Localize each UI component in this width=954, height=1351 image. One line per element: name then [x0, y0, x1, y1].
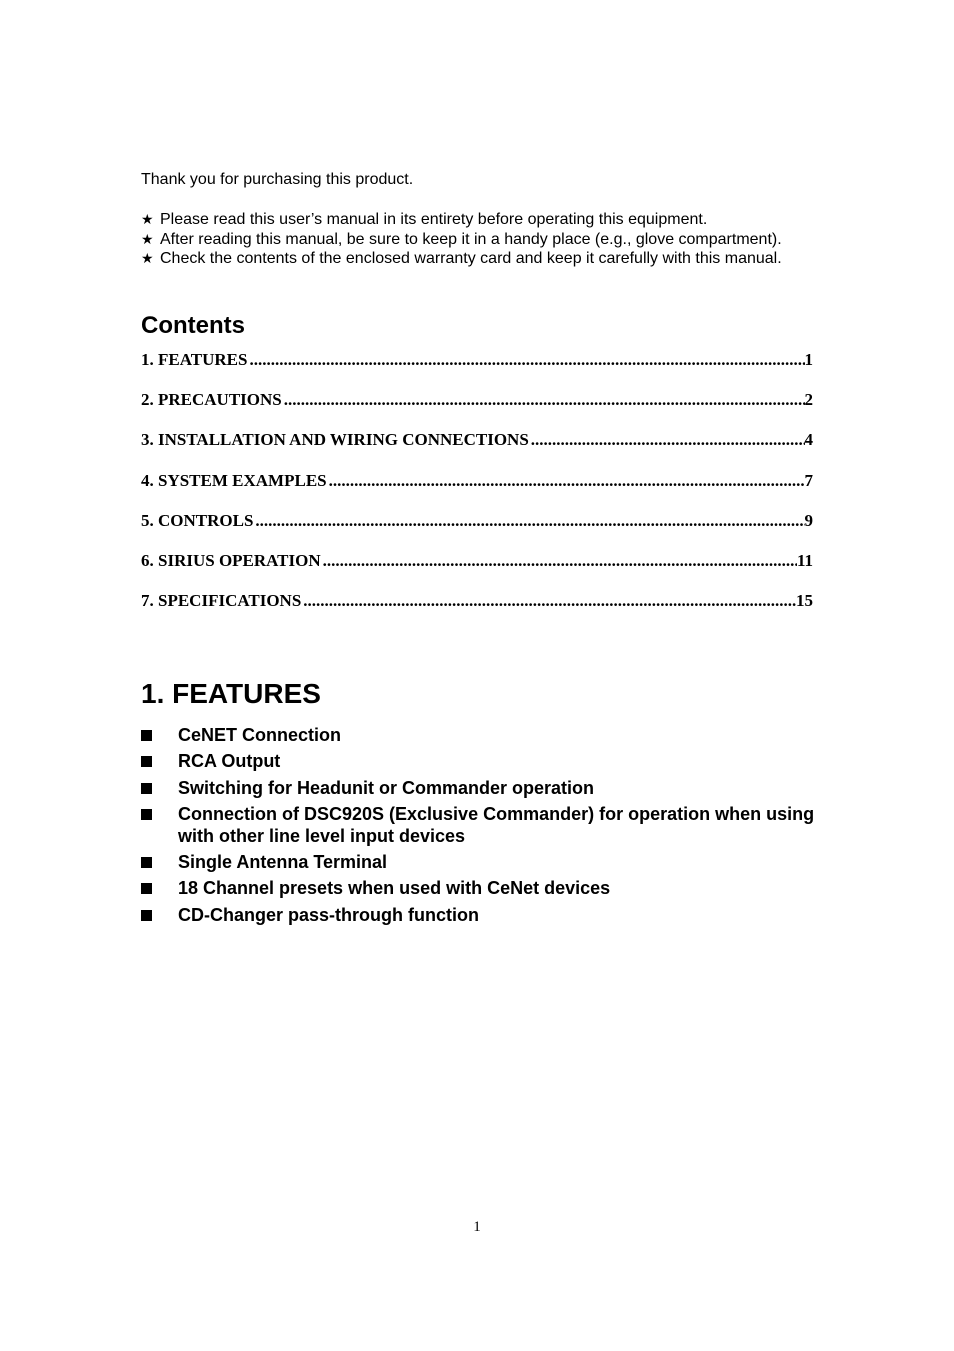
toc-entry[interactable]: [141, 429, 813, 469]
toc-entry[interactable]: [141, 590, 813, 630]
note-text: Check the contents of the enclosed warranty card and keep it carefully with this manual.: [160, 250, 782, 267]
feature-item: [141, 724, 821, 746]
feature-text: Single Antenna Terminal: [178, 852, 388, 873]
toc-entry-page: 7: [804, 470, 813, 490]
square-bullet-icon: [141, 910, 152, 921]
toc-leader: [327, 470, 805, 492]
toc-entry-page: 2: [804, 390, 813, 410]
note-item: [141, 210, 782, 230]
square-bullet-icon: [141, 730, 152, 741]
toc-entry[interactable]: [141, 510, 813, 550]
feature-item: [141, 803, 821, 847]
feature-item: [141, 851, 821, 873]
square-bullet-icon: [141, 809, 152, 820]
toc-entry-title: 1. FEATURES: [141, 350, 248, 369]
toc-entry[interactable]: [141, 349, 813, 389]
toc-entry-page: 4: [804, 430, 813, 450]
contents-heading: Contents: [141, 312, 245, 339]
feature-text: RCA Output: [178, 751, 281, 772]
feature-text: Switching for Headunit or Commander operation: [178, 777, 595, 798]
square-bullet-icon: [141, 756, 152, 767]
feature-text: CeNET Connection: [178, 725, 342, 745]
feature-text: Connection of DSC920S (Exclusive Commander) for operation when using with other line level input devices: [178, 803, 815, 846]
square-bullet-icon: [141, 783, 152, 794]
star-icon: ★: [141, 250, 154, 266]
toc-leader: [529, 429, 805, 451]
toc-leader: [247, 349, 804, 371]
toc-leader: [301, 590, 796, 612]
page-number: 1: [473, 1219, 481, 1235]
square-bullet-icon: [141, 857, 152, 868]
note-text: Please read this user’s manual in its entirety before operating this equipment.: [160, 211, 708, 228]
intro-text: Thank you for purchasing this product.: [141, 171, 414, 188]
feature-item: [141, 904, 821, 926]
toc-leader: [321, 550, 797, 572]
table-of-contents: [141, 349, 813, 630]
toc-entry-title: 3. INSTALLATION AND WIRING CONNECTIONS: [141, 430, 529, 450]
toc-entry-page: 15: [796, 591, 813, 611]
feature-text: CD-Changer pass-through function: [178, 904, 479, 925]
square-bullet-icon: [141, 883, 152, 894]
note-item: [141, 249, 782, 269]
toc-leader: [282, 389, 805, 411]
toc-entry-page: 9: [804, 510, 813, 530]
toc-entry-title: 4. SYSTEM EXAMPLES: [141, 470, 327, 490]
star-icon: ★: [141, 211, 154, 227]
note-text: After reading this manual, be sure to keep it in a handy place (e.g., glove compartment).: [160, 230, 782, 248]
toc-entry-page: 1: [804, 350, 813, 369]
toc-entry-title: 5. CONTROLS: [141, 510, 254, 530]
toc-entry[interactable]: [141, 550, 813, 590]
toc-entry-title: 7. SPECIFICATIONS: [141, 591, 302, 611]
feature-item: [141, 877, 821, 899]
toc-entry-title: 6. SIRIUS OPERATION: [141, 550, 321, 570]
toc-entry-page: 11: [796, 550, 813, 570]
toc-leader: [253, 510, 804, 532]
notes-list: [141, 210, 782, 269]
feature-text: 18 Channel presets when used with CeNet devices: [178, 878, 611, 899]
star-icon: ★: [141, 230, 154, 247]
toc-entry[interactable]: [141, 470, 813, 510]
note-item: [141, 230, 782, 250]
features-list: [141, 724, 821, 930]
toc-entry[interactable]: [141, 389, 813, 429]
feature-item: [141, 750, 821, 772]
toc-entry-title: 2. PRECAUTIONS: [141, 390, 282, 410]
features-heading: 1. FEATURES: [141, 678, 321, 709]
feature-item: [141, 777, 821, 799]
